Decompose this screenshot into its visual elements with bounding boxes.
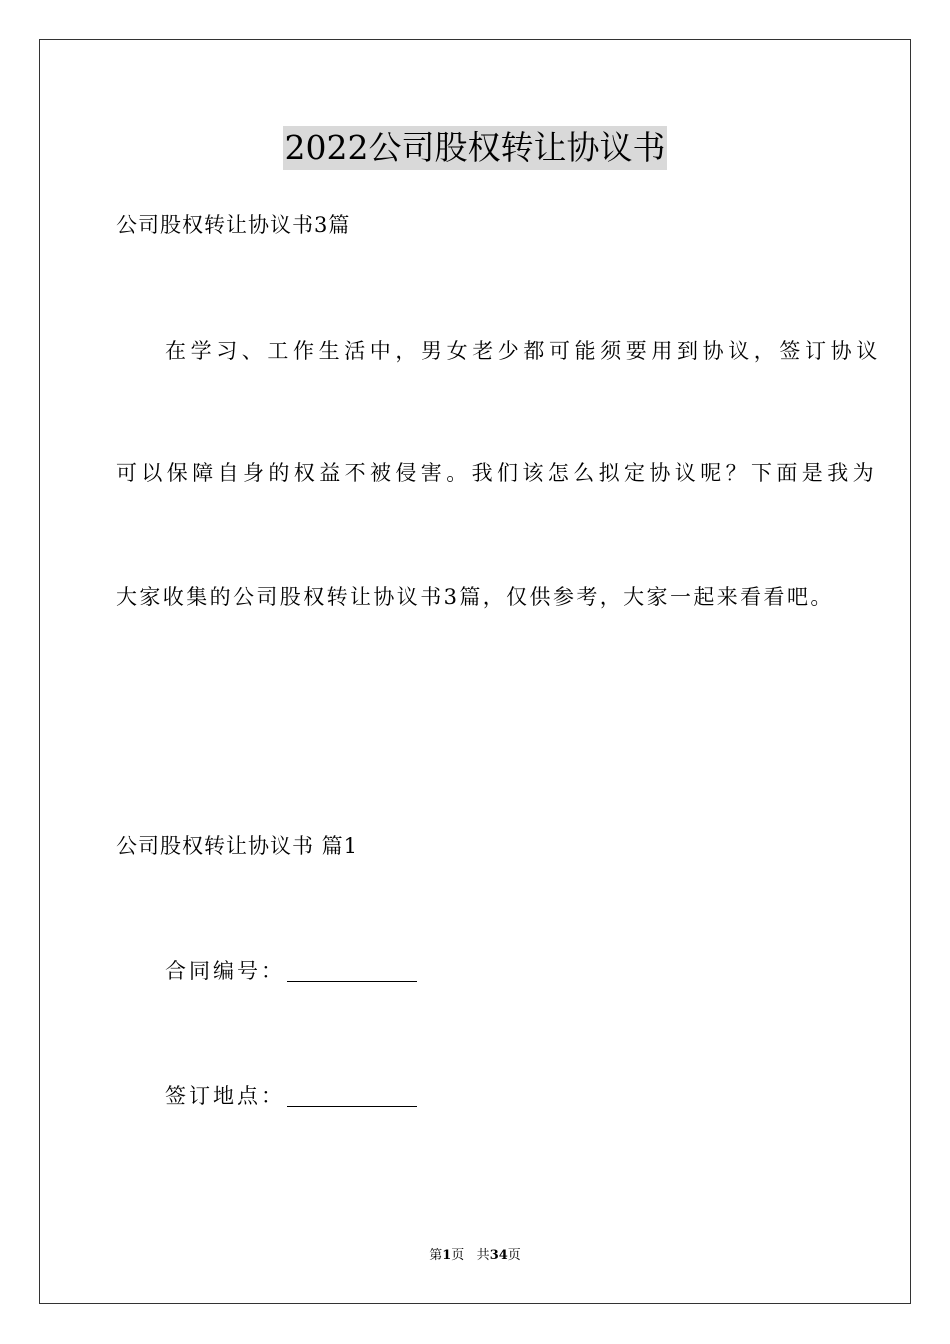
signing-location-field	[165, 1082, 417, 1110]
section-heading: 公司股权转让协议书 篇1	[116, 834, 359, 858]
total-prefix: 共	[476, 1248, 490, 1263]
page-suffix: 页	[451, 1248, 465, 1263]
contract-number-label: 合同编号：	[165, 959, 285, 983]
title-container	[0, 126, 950, 170]
total-pages: 34	[489, 1248, 508, 1263]
document-title: 2022公司股权转让协议书	[283, 126, 668, 170]
signing-location-label: 签订地点：	[165, 1084, 285, 1108]
intro-paragraph-line-1: 在学习、工作生活中，男女老少都可能须要用到协议，签订协议	[165, 339, 882, 363]
intro-paragraph-line-3: 大家收集的公司股权转让协议书3篇，仅供参考，大家一起来看看吧。	[116, 585, 834, 609]
contract-number-field	[165, 957, 417, 985]
intro-paragraph-line-2: 可以保障自身的权益不被侵害。我们该怎么拟定协议呢？下面是我为	[116, 461, 878, 485]
contract-number-blank	[287, 961, 417, 982]
document-subtitle: 公司股权转让协议书3篇	[116, 213, 351, 237]
page-footer	[0, 1247, 950, 1265]
page-prefix: 第	[429, 1248, 443, 1263]
total-suffix: 页	[507, 1248, 521, 1263]
signing-location-blank	[287, 1086, 417, 1107]
page-number: 1	[442, 1248, 452, 1263]
